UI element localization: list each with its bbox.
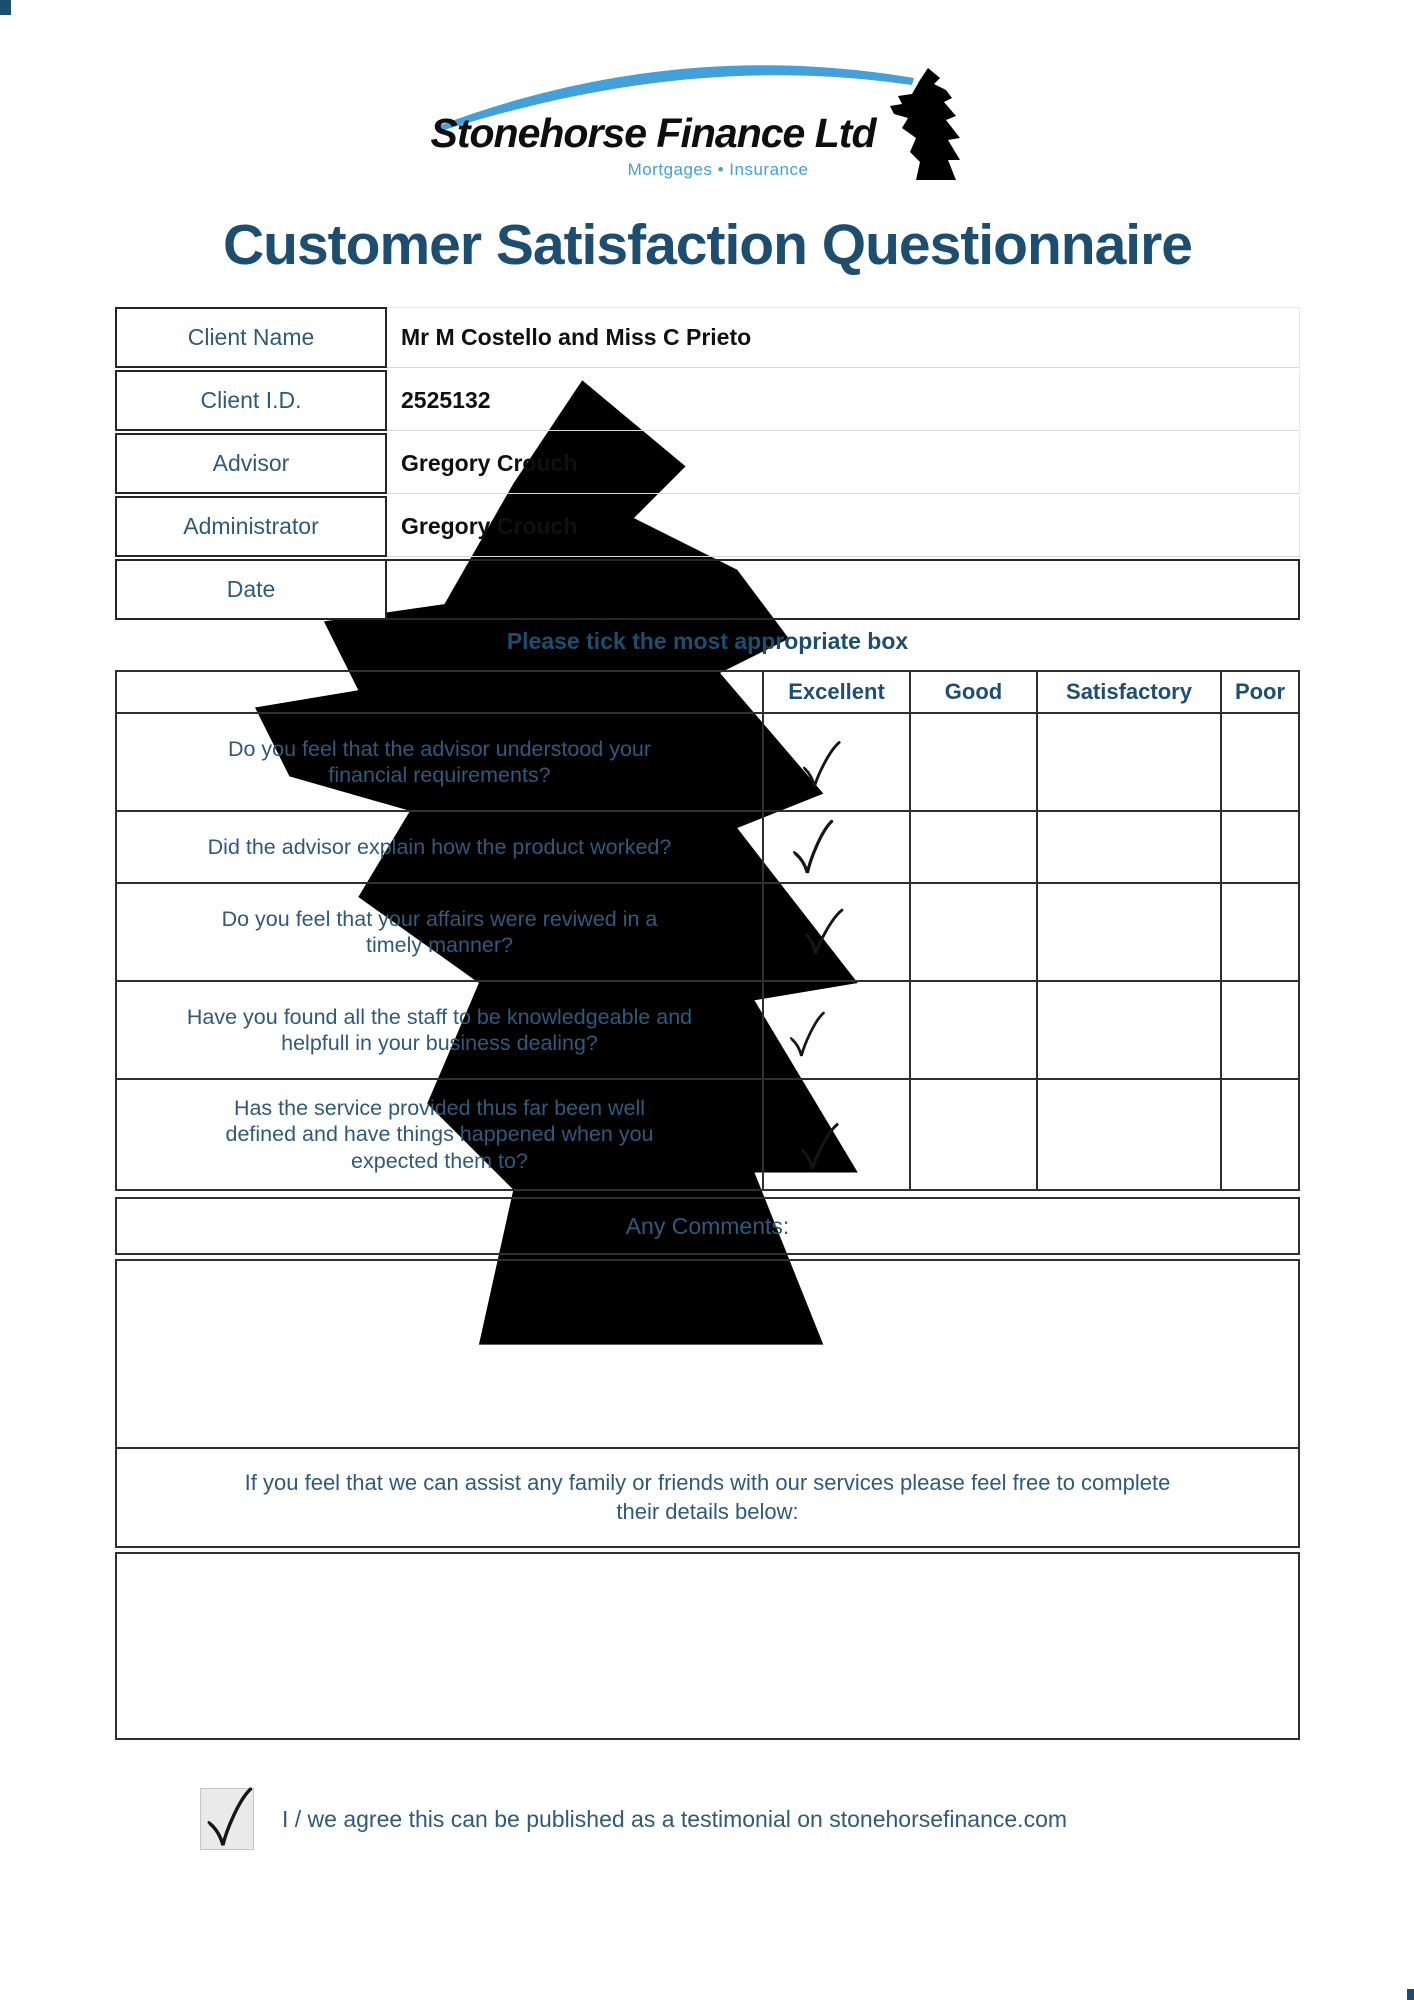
question-row bbox=[117, 982, 1298, 1080]
referral-prompt: If you feel that we can assist any family or friends with our services please feel free to complete their details below: bbox=[244, 1470, 1171, 1524]
referral-header bbox=[115, 1447, 1300, 1548]
client-id-label: Client I.D. bbox=[115, 370, 387, 431]
answer-cell-good[interactable] bbox=[909, 884, 1036, 980]
question-text: Did the advisor explain how the product worked? bbox=[207, 834, 672, 859]
comments-header bbox=[115, 1197, 1300, 1255]
column-header-poor: Poor bbox=[1220, 672, 1298, 712]
question-text: Do you feel that your affairs were reviwed in a timely manner? bbox=[221, 906, 658, 957]
company-name: Stonehorse Finance Ltd bbox=[430, 110, 876, 156]
consent-checkbox[interactable] bbox=[200, 1788, 254, 1850]
client-name-value[interactable]: Mr M Costello and Miss C Prieto bbox=[387, 307, 1300, 368]
checkmark-icon bbox=[800, 736, 842, 793]
answer-cell-satisfactory[interactable] bbox=[1036, 982, 1220, 1078]
answer-cell-excellent[interactable] bbox=[762, 812, 909, 882]
client-row bbox=[115, 307, 1300, 368]
answer-cell-excellent[interactable] bbox=[762, 982, 909, 1078]
comments-label: Any Comments: bbox=[625, 1212, 790, 1239]
checkmark-icon bbox=[791, 817, 833, 878]
answer-cell-good[interactable] bbox=[909, 982, 1036, 1078]
advisor-label: Advisor bbox=[115, 433, 387, 494]
column-header-satisfactory: Satisfactory bbox=[1036, 672, 1220, 712]
form-content bbox=[115, 0, 1300, 2000]
consent-row bbox=[200, 1788, 1067, 1850]
answer-cell-poor[interactable] bbox=[1220, 884, 1298, 980]
administrator-label: Administrator bbox=[115, 496, 387, 557]
answer-cell-satisfactory[interactable] bbox=[1036, 1080, 1220, 1189]
question-row bbox=[117, 812, 1298, 884]
client-info-table bbox=[115, 307, 1300, 620]
client-name-label: Client Name bbox=[115, 307, 387, 368]
answer-cell-satisfactory[interactable] bbox=[1036, 714, 1220, 810]
answer-cell-excellent[interactable] bbox=[762, 884, 909, 980]
answer-cell-poor[interactable] bbox=[1220, 714, 1298, 810]
answer-cell-good[interactable] bbox=[909, 714, 1036, 810]
page-title: Customer Satisfaction Questionnaire bbox=[222, 213, 1193, 277]
answer-cell-good[interactable] bbox=[909, 1080, 1036, 1189]
corner-mark-top-left bbox=[0, 0, 11, 15]
referral-input[interactable] bbox=[115, 1552, 1300, 1740]
client-row bbox=[115, 496, 1300, 557]
consent-label: I / we agree this can be published as a testimonial on stonehorsefinance.com bbox=[282, 1805, 1068, 1832]
answer-cell-satisfactory[interactable] bbox=[1036, 812, 1220, 882]
checkmark-icon bbox=[798, 1118, 840, 1175]
survey-instruction: Please tick the most appropriate box bbox=[506, 628, 909, 654]
question-text: Do you feel that the advisor understood your financial requirements? bbox=[227, 736, 652, 787]
administrator-value[interactable]: Gregory Crouch bbox=[387, 496, 1300, 557]
answer-cell-good[interactable] bbox=[909, 812, 1036, 882]
column-header-good: Good bbox=[909, 672, 1036, 712]
answer-cell-excellent[interactable] bbox=[762, 714, 909, 810]
answer-cell-excellent[interactable] bbox=[762, 1080, 909, 1189]
question-row bbox=[117, 884, 1298, 982]
ratings-header-row bbox=[117, 672, 1298, 714]
question-row bbox=[117, 1080, 1298, 1189]
checkmark-icon bbox=[788, 1008, 826, 1061]
checkmark-icon bbox=[205, 1784, 253, 1852]
date-label: Date bbox=[115, 559, 387, 620]
client-id-value[interactable]: 2525132 bbox=[387, 370, 1300, 431]
question-text: Has the service provided thus far been well defined and have things happened when you expected them to? bbox=[225, 1096, 654, 1173]
advisor-value[interactable]: Gregory Crouch bbox=[387, 433, 1300, 494]
answer-cell-poor[interactable] bbox=[1220, 1080, 1298, 1189]
question-text: Have you found all the staff to be knowledgeable and helpfull in your business dealing? bbox=[186, 1004, 693, 1055]
client-row bbox=[115, 433, 1300, 494]
corner-mark-bottom-right bbox=[1407, 1989, 1414, 2000]
question-column-header bbox=[117, 672, 762, 712]
client-row bbox=[115, 559, 1300, 620]
ratings-table bbox=[115, 670, 1300, 1191]
column-header-excellent: Excellent bbox=[762, 672, 909, 712]
checkmark-icon bbox=[801, 903, 844, 961]
comments-input[interactable] bbox=[115, 1259, 1300, 1449]
logo-tagline: Mortgages • Insurance bbox=[627, 160, 809, 179]
answer-cell-satisfactory[interactable] bbox=[1036, 884, 1220, 980]
client-row bbox=[115, 370, 1300, 431]
question-row bbox=[117, 714, 1298, 812]
answer-cell-poor[interactable] bbox=[1220, 812, 1298, 882]
date-value[interactable] bbox=[387, 559, 1300, 620]
answer-cell-poor[interactable] bbox=[1220, 982, 1298, 1078]
